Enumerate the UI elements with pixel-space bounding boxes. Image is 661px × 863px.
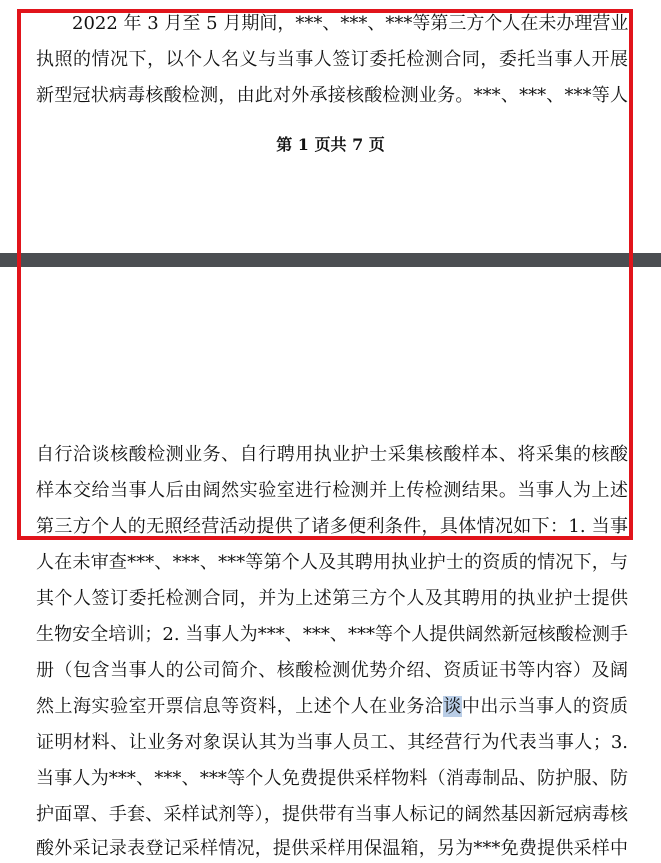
paragraph-line: 执照的情况下，以个人名义与当事人签订委托检测合同，委托当事人开展: [36, 49, 628, 70]
document-page-2: [0, 267, 661, 859]
paragraph-line: 2022 年 3 月至 5 月期间，***、***、***等第三方个人在未办理营业: [72, 13, 629, 34]
selected-text[interactable]: 谈: [443, 696, 462, 717]
paragraph-line: 证明材料、让业务对象误认其为当事人员工、其经营行为代表当事人；3.: [36, 732, 628, 753]
paragraph-line: 新型冠状病毒核酸检测，由此对外承接核酸检测业务。***、***、***等人: [36, 85, 628, 106]
text-before-selection: 然上海实验室开票信息等资料，上述个人在业务洽: [36, 696, 444, 717]
paragraph-line-highlighted: [36, 693, 628, 721]
text-after-selection: 中出示当事人的资质: [461, 696, 629, 717]
paragraph-line: 生物安全培训；2. 当事人为***、***、***等个人提供阔然新冠核酸检测手: [36, 624, 628, 645]
paragraph-line: 酸外采记录表登记采样情况，提供采样用保温箱，另为***免费提供采样中: [36, 838, 628, 859]
paragraph-line: 当事人为***、***、***等个人免费提供采样物料（消毒制品、防护服、防: [36, 768, 628, 789]
paragraph-line: 护面罩、手套、采样试剂等），提供带有当事人标记的阔然基因新冠病毒核: [36, 804, 628, 825]
paragraph-line: 人在未审查***、***、***等第个人及其聘用执业护士的资质的情况下，与: [36, 552, 628, 573]
page-footer: 第 1 页共 7 页: [276, 135, 385, 154]
paragraph-line: 自行洽谈核酸检测业务、自行聘用执业护士采集核酸样本、将采集的核酸: [36, 444, 628, 465]
paragraph-line: 册（包含当事人的公司简介、核酸检测优势介绍、资质证书等内容）及阔: [36, 660, 628, 681]
page-separator: [0, 253, 661, 267]
paragraph-line: 其个人签订委托检测合同，并为上述第三方个人及其聘用的执业护士提供: [36, 588, 628, 609]
paragraph-line: 第三方个人的无照经营活动提供了诸多便利条件，具体情况如下：1. 当事: [36, 516, 628, 537]
paragraph-line: 样本交给当事人后由阔然实验室进行检测并上传检测结果。当事人为上述: [36, 480, 628, 501]
document-page-1: [0, 0, 661, 253]
